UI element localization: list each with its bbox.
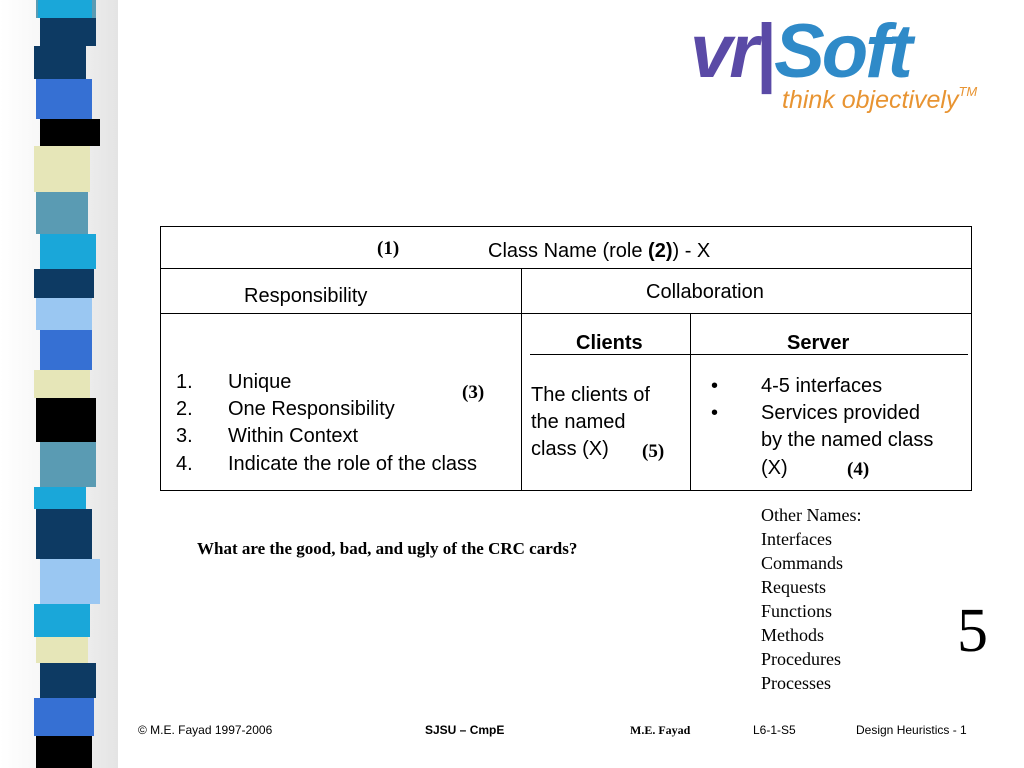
stripe-block (34, 269, 94, 298)
stripe-block (34, 604, 90, 637)
list-item-continuation: by the named class (761, 429, 934, 451)
list-item: 4-5 interfaces (761, 375, 883, 397)
stripe-block (36, 637, 88, 663)
list-item: Within Context (228, 425, 359, 447)
table-divider-header (160, 268, 972, 269)
marker-3: (3) (462, 382, 485, 403)
footer-course: SJSU – CmpE (425, 723, 505, 737)
stripe-block (40, 18, 96, 46)
logo-tagline (782, 86, 977, 115)
server-label: Server (787, 332, 850, 354)
stripe-block (36, 736, 92, 768)
clients-line: the named (531, 411, 626, 433)
list-item: Services provided (761, 402, 920, 424)
list-item-continuation: (X) (761, 457, 788, 479)
stripe-block (36, 398, 96, 442)
list-item-number: 1. (176, 371, 193, 393)
stripe-block (36, 192, 88, 234)
logo-soft-text: Soft (774, 9, 910, 94)
list-item-number: 3. (176, 425, 193, 447)
marker-1: (1) (377, 238, 400, 259)
stripe-block (40, 559, 100, 604)
logo-vr-text: vr (690, 9, 756, 94)
marker-5: (5) (642, 441, 665, 462)
slide-number: 5 (957, 597, 988, 665)
responsibility-label: Responsibility (244, 285, 368, 307)
footer-copyright: © M.E. Fayad 1997-2006 (138, 723, 273, 737)
class-name-prefix: Class Name (role (488, 240, 649, 262)
class-name-header (488, 239, 710, 263)
clients-line: The clients of (531, 384, 650, 406)
stripe-block (40, 330, 92, 370)
list-item: Procedures (761, 649, 841, 669)
vrsoft-logo (690, 9, 910, 94)
marker-4: (4) (847, 459, 870, 480)
list-item: Commands (761, 553, 844, 573)
list-item: Requests (761, 577, 826, 597)
footer-title: Design Heuristics - 1 (856, 723, 967, 737)
table-divider-clients-server (690, 313, 691, 490)
stripe-block (36, 298, 92, 330)
stripe-block (34, 370, 90, 398)
logo-tagline-text: think objectively (782, 86, 959, 114)
list-item: Functions (761, 601, 833, 621)
footer-lecture-code: L6-1-S5 (753, 723, 796, 737)
discussion-question: What are the good, bad, and ugly of the CRC cards? (197, 539, 578, 558)
table-divider-resp-collab (521, 268, 522, 490)
stripe-block (40, 442, 96, 487)
stripe-block (36, 79, 92, 119)
clients-label: Clients (576, 332, 643, 354)
collaboration-label: Collaboration (646, 281, 764, 303)
stripe-block (40, 234, 96, 269)
list-item: Methods (761, 625, 824, 645)
other-names-list (761, 503, 861, 695)
stripe-block (34, 487, 86, 509)
other-names-title: Other Names: (761, 505, 862, 525)
stripe-block (40, 119, 100, 146)
class-name-role-marker: (2) (648, 240, 673, 262)
list-item-number: 2. (176, 398, 193, 420)
trademark-mark: TM (958, 84, 978, 99)
bullet-icon: • (711, 402, 719, 424)
stripe-block (34, 46, 86, 79)
list-item: Interfaces (761, 529, 832, 549)
table-divider-labels (160, 313, 972, 314)
stripe-block (34, 698, 94, 736)
logo-bar: | (755, 9, 775, 94)
stripe-block (40, 663, 96, 698)
stripe-block (34, 146, 90, 192)
stripe-block (38, 0, 92, 18)
footer-author: M.E. Fayad (630, 723, 691, 737)
bullet-icon: • (711, 375, 719, 397)
list-item: One Responsibility (228, 398, 395, 420)
class-name-suffix: ) - X (672, 240, 711, 262)
list-item: Indicate the role of the class (228, 453, 478, 475)
stripe-block (36, 509, 92, 559)
clients-line: class (X) (531, 438, 609, 460)
list-item: Processes (761, 673, 831, 693)
list-item-number: 4. (176, 453, 193, 475)
list-item: Unique (228, 371, 292, 393)
